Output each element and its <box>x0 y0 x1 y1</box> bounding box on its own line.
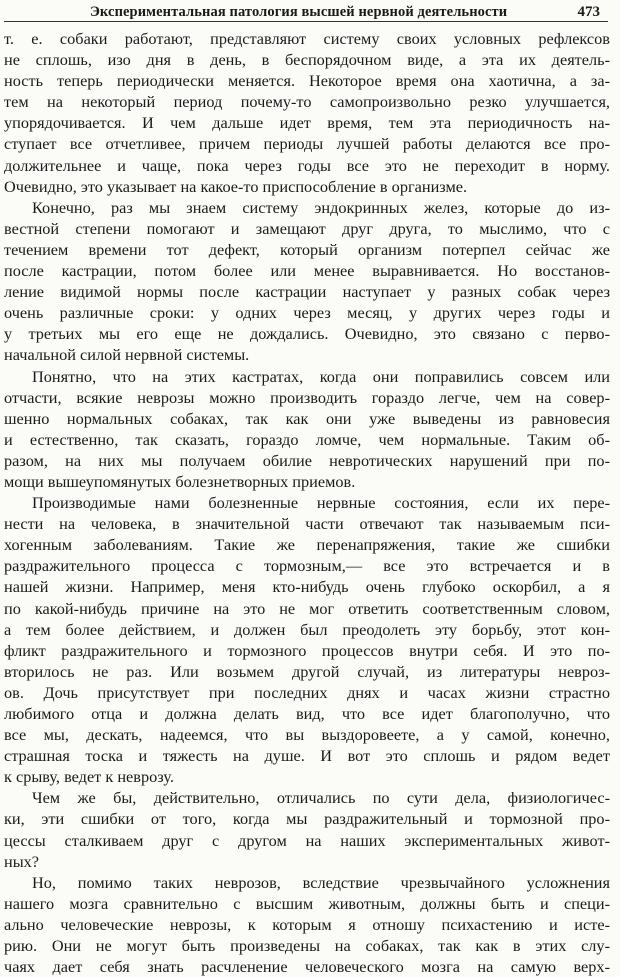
text-line: после кастрации, потом более или менее выравнивается. Но восстанов- <box>4 261 610 281</box>
text-line: страшная тоска и тяжесть на душе. И вот это сплошь и рядом ведет <box>4 746 610 766</box>
text-line: должительнее и чаще, пока через годы все это не переходит в норму. <box>4 155 610 175</box>
text-line: ступает все отчетливее, причем периоды лучшей работы делаются все про- <box>4 134 610 154</box>
text-line: ление видимой нормы после кастрации наступает у разных собак через <box>4 282 610 302</box>
text-line: а тем более действием, и должен был преодолеть эту борьбу, этот кон- <box>4 619 610 639</box>
text-line: вторилось не раз. Или возьмем другой случай, из литературы невроз- <box>4 661 610 681</box>
text-line: рию. Они не могут быть произведены на собаках, так как в этих слу- <box>4 936 610 956</box>
text-line: мощи вышеупомянутых болезнетворных приемов. <box>4 471 356 491</box>
running-header <box>4 0 608 22</box>
running-header-title: Экспериментальная патология высшей нервной деятельности <box>90 4 508 20</box>
text-line: разом, на них мы получаем обилие невротических нарушений при по- <box>4 450 610 470</box>
text-line: течением времени тот дефект, который организм потерпел сейчас же <box>4 239 610 259</box>
text-line: нашего мозга сравнительно с высшим животным, должны быть и специ- <box>4 893 610 913</box>
page-number: 473 <box>577 4 600 20</box>
text-line: все мы, дескать, надеемся, что вы выздоровеете, а у самой, конечно, <box>4 725 610 745</box>
text-line: Конечно, раз мы знаем систему эндокринных желез, которые до из- <box>32 197 610 217</box>
text-line: нести на человека, в значительной части отвечают так называемым пси- <box>4 514 610 534</box>
text-line: чаях дает себя знать расчленение человеческого мозга на самую верх- <box>4 957 610 977</box>
text-line: начальной силой нервной системы. <box>4 345 250 365</box>
text-line: очень различные сроки: у одних через месяц, у других через годы и <box>4 303 610 323</box>
text-line: Очевидно, это указывает на какое-то приспособление в организме. <box>4 176 468 196</box>
text-line: ность теперь периодически меняется. Некоторое время она хаотична, а за- <box>4 71 610 91</box>
text-line: шенно нормальных собаках, так как они уже выведены из равновесия <box>4 408 610 428</box>
text-line: Но, помимо таких неврозов, вследствие чрезвычайного усложнения <box>32 872 610 892</box>
text-line: ных? <box>4 851 40 871</box>
text-line: не сплошь, изо дня в день, в беспорядочном виде, а эта их деятель- <box>4 50 610 70</box>
text-line: фликт раздражительного и тормозного процессов внутри себя. И это по- <box>4 640 610 660</box>
text-line: Чем же бы, действительно, отличались по сути дела, физиологичес- <box>32 788 610 808</box>
text-line: вестной степени помогают и замещают друг друга, то мыслимо, что с <box>4 218 610 238</box>
text-line: у третьих мы его еще не дождались. Очевидно, это связано с перво- <box>4 324 610 344</box>
text-line: раздражительного процесса с тормозным,— все это встречается и в <box>4 556 610 576</box>
text-line: ов. Дочь присутствует при последних днях и часах жизни страстно <box>4 682 610 702</box>
text-line: т. е. собаки работают, представляют систему своих условных рефлексов <box>4 29 610 48</box>
text-line: Понятно, что на этих кастратах, когда они поправились совсем или <box>32 366 610 386</box>
text-line: нашей жизни. Например, меня кто-нибудь очень глубоко оскорбил, а я <box>4 577 610 597</box>
text-line: упорядочивается. И чем дальше идет время, тем эта периодичность на- <box>4 113 610 133</box>
text-line: хогенным заболеваниям. Такие же перенапряжения, такие же сшибки <box>4 535 610 555</box>
body-text <box>4 28 610 977</box>
text-line: по какой-нибудь причине на это не мог ответить соответственным словом, <box>4 598 610 618</box>
text-line: тем на некоторый период почему-то самопроизвольно резко улучшается, <box>4 92 610 112</box>
text-line: отчасти, всякие неврозы можно производить гораздо легче, чем на совер- <box>4 387 610 407</box>
text-line: ки, эти сшибки от того, когда мы раздражительный и тормозной про- <box>4 809 610 829</box>
text-line: к срыву, ведет к неврозу. <box>4 767 174 787</box>
text-line: любимого отца и должна делать вид, что все идет благополучно, что <box>4 704 610 723</box>
text-line: цессы сталкиваем друг с другом на наших экспериментальных живот- <box>4 830 610 850</box>
text-line: ально человеческие неврозы, к которым я отношу психастению и исте- <box>4 914 610 934</box>
text-line: Производимые нами болезненные нервные состояния, если их пере- <box>32 493 610 513</box>
text-line: и естественно, так сказать, гораздо ломче, чем нормальные. Таким об- <box>4 429 610 449</box>
